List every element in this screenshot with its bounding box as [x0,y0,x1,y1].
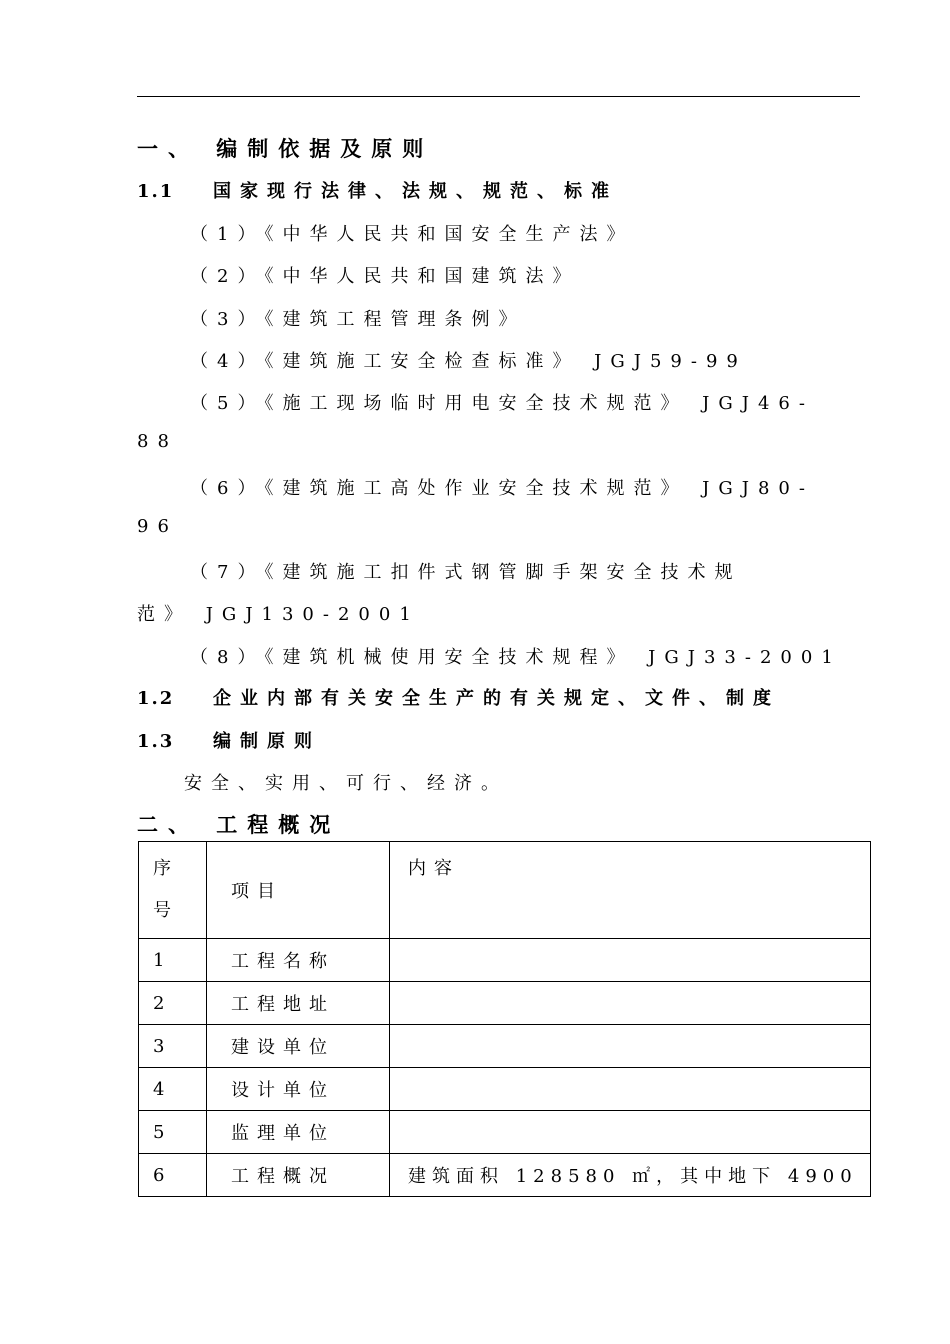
subsection-1-1-heading [137,177,618,203]
row-seq: 6 [139,1154,207,1197]
subsection-1-2-title: 企业内部有关安全生产的有关规定、文件、制度 [213,688,780,709]
row-content [390,1025,871,1068]
subsection-1-2-heading [137,684,780,710]
law-item-4: （4）《建筑施工安全检查标准》 JGJ59-99 [190,351,747,372]
law-item-2: （2）《中华人民共和国建筑法》 [190,266,580,287]
header-content: 内容 [390,842,871,939]
subsection-1-1-number: 1.1 [137,181,175,202]
project-overview-table [138,841,871,1197]
row-content: 建筑面积 128580 ㎡，其中地下 4900 [390,1154,871,1197]
row-seq: 1 [139,939,207,982]
row-item: 设计单位 [207,1068,390,1111]
header-seq [139,842,207,939]
law-item-3: （3）《建筑工程管理条例》 [190,309,526,330]
subsection-1-3-number: 1.3 [137,731,175,752]
row-content [390,939,871,982]
row-seq: 3 [139,1025,207,1068]
principles-text: 安全、实用、可行、经济。 [184,773,508,794]
row-item: 监理单位 [207,1111,390,1154]
table-row [139,939,871,982]
subsection-1-3-title: 编制原则 [213,731,321,752]
table-row [139,1111,871,1154]
row-item: 建设单位 [207,1025,390,1068]
section-2-title: 二、 工程概况 [137,812,341,837]
table-row [139,982,871,1025]
law-item-6: （6）《建筑施工高处作业安全技术规范》 JGJ80- [190,478,814,499]
row-seq: 5 [139,1111,207,1154]
subsection-1-1-title: 国家现行法律、法规、规范、标准 [213,181,618,202]
law-item-8: （8）《建筑机械使用安全技术规程》 JGJ33-2001 [190,647,842,668]
row-seq: 2 [139,982,207,1025]
table-row [139,1154,871,1197]
row-content [390,982,871,1025]
law-item-6-cont: 96 [137,516,178,537]
table-row [139,1025,871,1068]
subsection-1-2-number: 1.2 [137,688,175,709]
row-seq: 4 [139,1068,207,1111]
law-item-5: （5）《施工现场临时用电安全技术规范》 JGJ46- [190,393,814,414]
header-seq-char-2: 号 [153,900,171,921]
law-item-5-cont: 88 [137,431,178,452]
table-header-row [139,842,871,939]
row-item: 工程名称 [207,939,390,982]
row-item: 工程地址 [207,982,390,1025]
table-row [139,1068,871,1111]
law-item-7: （7）《建筑施工扣件式钢管脚手架安全技术规 [190,562,742,583]
header-rule [137,96,860,97]
subsection-1-3-heading [137,727,321,753]
header-seq-char-1: 序 [153,858,171,879]
section-1-title: 一、 编制依据及原则 [137,136,434,161]
row-item: 工程概况 [207,1154,390,1197]
row-content [390,1068,871,1111]
law-item-1: （1）《中华人民共和国安全生产法》 [190,224,634,245]
row-content [390,1111,871,1154]
law-item-7-cont: 范》 JGJ130-2001 [137,604,420,625]
header-item: 项目 [207,842,390,939]
